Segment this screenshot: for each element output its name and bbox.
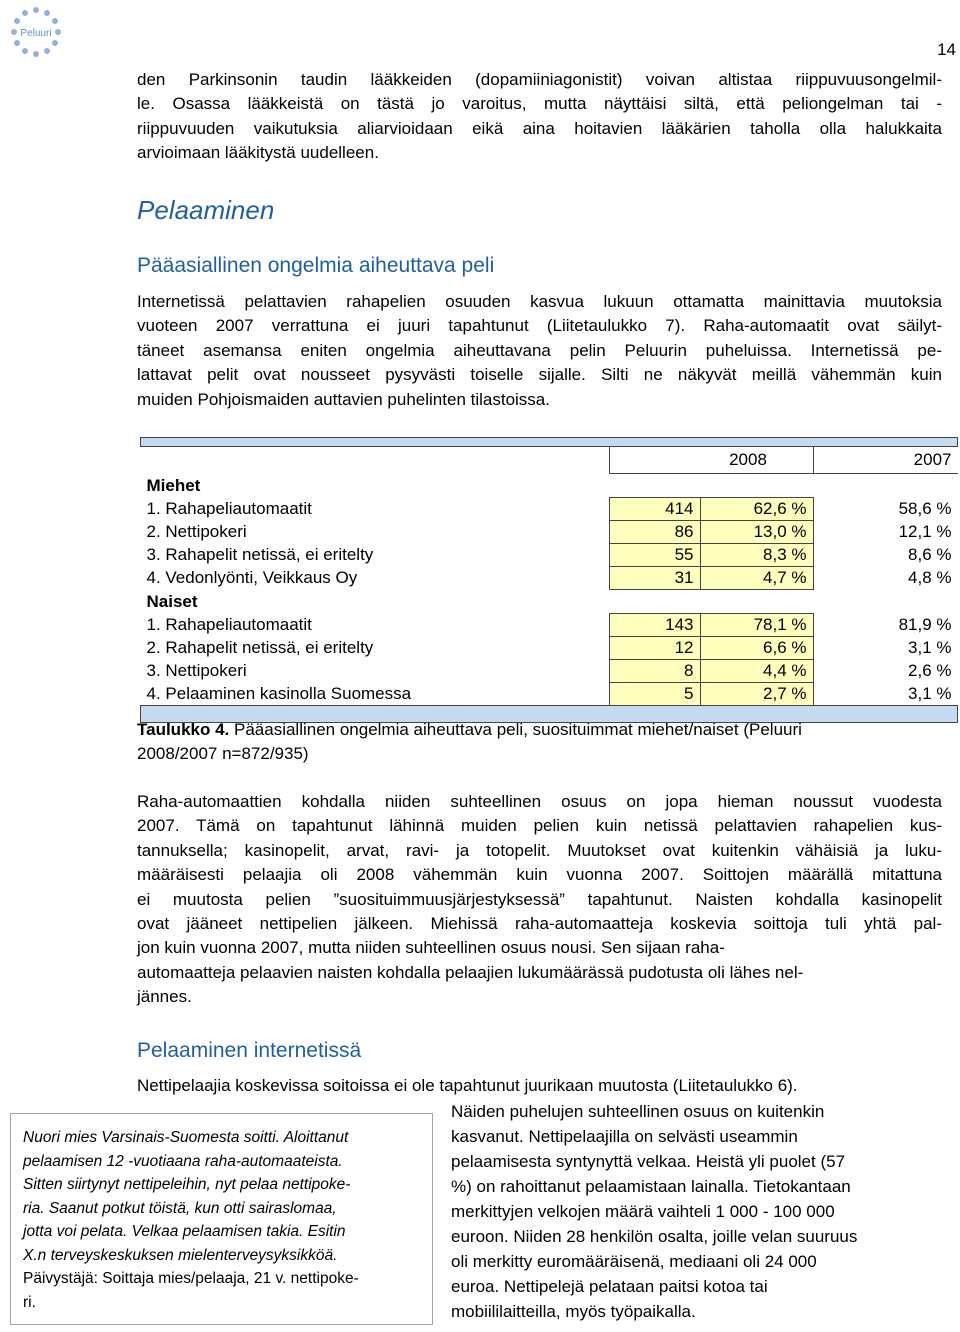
logo-text: Peluuri bbox=[20, 28, 52, 39]
paragraph-line: kasvanut. Nettipelaajilla on selvästi useammin bbox=[451, 1127, 798, 1146]
paragraph-line: Internetissä pelattavien rahapelien osuuden kasvua lukuun ottamatta mainittavia muutoksia bbox=[137, 292, 942, 311]
case-line: Nuori mies Varsinais-Suomesta soitti. Aloittanut bbox=[23, 1129, 349, 1146]
caption-text: Pääasiallinen ongelmia aiheuttava peli, suosituimmat miehet/naiset (Peluuri bbox=[229, 720, 802, 739]
paragraph-line: euroon. Niiden 28 henkilön osalta, joille velan suuruus bbox=[451, 1227, 858, 1246]
paragraph-line: pelaamisesta syntynyttä velkaa. Heistä yli puolet (57 bbox=[451, 1152, 846, 1171]
paragraph-line: tannuksella; kasinopelit, arvat, ravi- ja totopelit. Muutokset ovat kuitenkin vähäisiä ja luku- bbox=[137, 840, 942, 860]
paragraph-line: vuoteen 2007 verrattuna ei juuri tapahtunut (Liitetaulukko 7). Raha-automaatit ovat säilyt- bbox=[137, 316, 942, 336]
table-top-band bbox=[141, 438, 958, 447]
table-row: 3. Rahapelit netissä, ei eritelty 55 8,3 % 8,6 % bbox=[141, 544, 958, 567]
paragraph-line: %) on rahoittanut pelaamistaan lainalla. Tietokantaan bbox=[451, 1177, 851, 1196]
paragraph-line: automaatteja pelaavien naisten kohdalla pelaajien lukumäärässä pudotusta oli lähes nel- bbox=[137, 962, 804, 982]
case-line: pelaamisen 12 -vuotiaana raha-automaateista. bbox=[23, 1152, 343, 1170]
intro-line: riippuvuuden vaikutuksia aliarvioidaan eikä aina hoitavien lääkärien taholla olla halukkaita bbox=[137, 118, 942, 138]
table-row: 4. Pelaaminen kasinolla Suomessa 5 2,7 % 3,1 % bbox=[141, 683, 958, 706]
table-caption bbox=[137, 718, 897, 766]
paragraph-line: jon kuin vuonna 2007, mutta niiden suhteellinen osuus nousi. Sen sijaan raha- bbox=[137, 938, 725, 958]
subheading-main-game: Pääasiallinen ongelmia aiheuttava peli bbox=[137, 254, 495, 277]
page-number: 14 bbox=[937, 40, 956, 59]
paragraph-line: Nettipelaajia koskevissa soitoissa ei ole tapahtunut juurikaan muutosta (Liitetaulukko 6). bbox=[137, 1076, 798, 1095]
subheading-internet-gaming: Pelaaminen internetissä bbox=[137, 1039, 362, 1062]
peluuri-logo bbox=[8, 4, 64, 60]
table-row: 2. Rahapelit netissä, ei eritelty 12 6,6 % 3,1 % bbox=[141, 637, 958, 660]
case-line: jotta voi pelata. Velkaa pelaamisen takia. Esitin bbox=[23, 1223, 346, 1240]
paragraph-line: muiden Pohjoismaiden auttavien puhelinten tilastoissa. bbox=[137, 389, 550, 409]
trend-paragraph bbox=[137, 790, 942, 1010]
paragraph-line: 2007. Tämä on tapahtunut lähinnä muiden pelien kuin netissä pelattavien rahapelien kus- bbox=[137, 816, 942, 836]
paragraph-line: euroa. Nettipelejä pelataan paitsi kotoa tai bbox=[451, 1277, 768, 1296]
table-row: 1. Rahapeliautomaatit 414 62,6 % 58,6 % bbox=[141, 498, 958, 521]
internet-paragraph-column bbox=[451, 1099, 941, 1324]
intro-line: den Parkinsonin taudin lääkkeiden (dopamiiniagonistit) voivan altistaa riippuvuusongelmil- bbox=[137, 70, 942, 89]
main-game-paragraph bbox=[137, 290, 942, 412]
table-row: 2. Nettipokeri 86 13,0 % 12,1 % bbox=[141, 521, 958, 544]
case-example-box bbox=[10, 1113, 433, 1325]
paragraph-line: Näiden puhelujen suhteellinen osuus on kuitenkin bbox=[451, 1102, 825, 1121]
caption-label: Taulukko 4. bbox=[137, 720, 230, 739]
intro-line: arvioimaan lääkitystä uudelleen. bbox=[137, 143, 379, 163]
paragraph-line: lattavat pelit ovat nousseet pysyvästi toiselle sijalle. Silti ne näkyvät meillä vähemmän kuin bbox=[137, 365, 942, 385]
paragraph-line: Raha-automaattien kohdalla niiden suhteellinen osuus on jopa hieman noussut vuodesta bbox=[137, 792, 942, 811]
paragraph-line: määräisesti pelaajia oli 2008 vähemmän kuin vuonna 2007. Soittojen määrällä mitattuna bbox=[137, 865, 942, 885]
table-header-row bbox=[141, 447, 958, 474]
case-line: ria. Saanut potkut töistä, kun otti sairaslomaa, bbox=[23, 1199, 337, 1217]
paragraph-line: oli merkitty euromääräisenä, mediaani oli 24 000 bbox=[451, 1252, 817, 1271]
paragraph-line: merkittyjen velkojen määrä vaihteli 1 000 - 100 000 bbox=[451, 1202, 835, 1221]
table-row: 3. Nettipokeri 8 4,4 % 2,6 % bbox=[141, 660, 958, 683]
case-line: X.n terveyskeskuksen mielenterveysyksikköä. bbox=[23, 1246, 338, 1264]
paragraph-line: mobiililaitteilla, myös työpaikalla. bbox=[451, 1302, 696, 1321]
intro-paragraph bbox=[137, 68, 942, 166]
paragraph-line: ovat jääneet nettipelien jälkeen. Miehissä raha-automaatteja koskevia soittoja tuli yhtä pal- bbox=[137, 914, 942, 934]
group-row-men: Miehet bbox=[146, 475, 201, 495]
case-line: Sitten siirtynyt nettipeleihin, nyt pelaa nettipoke- bbox=[23, 1176, 351, 1193]
group-row-women: Naiset bbox=[146, 591, 198, 611]
table-row: 4. Vedonlyönti, Veikkaus Oy 31 4,7 % 4,8 % bbox=[141, 567, 958, 590]
caption-text: 2008/2007 n=872/935) bbox=[137, 744, 309, 763]
internet-paragraph-first-line bbox=[137, 1074, 942, 1098]
paragraph-line: jännes. bbox=[137, 987, 192, 1007]
paragraph-line: ei muutosta pelien ”suosituimmuusjärjestyksessä” tapahtunut. Naisten kohdalla kasinopelit bbox=[137, 889, 942, 909]
game-statistics-table bbox=[140, 437, 958, 723]
case-line: Päivystäjä: Soittaja mies/pelaaja, 21 v. nettipoke- bbox=[23, 1270, 359, 1287]
year-2007-header: 2007 bbox=[813, 447, 958, 474]
paragraph-line: täneet asemansa eniten ongelmia aiheuttavana pelin Peluurin puheluissa. Internetissä pe- bbox=[137, 340, 942, 360]
section-heading: Pelaaminen bbox=[137, 195, 275, 225]
table-row: 1. Rahapeliautomaatit 143 78,1 % 81,9 % bbox=[141, 614, 958, 637]
year-2008-header: 2008 bbox=[609, 447, 813, 474]
case-line: ri. bbox=[23, 1293, 36, 1311]
intro-line: le. Osassa lääkkeistä on tästä jo varoitus, mutta näyttäisi siltä, että peliongelman tai - bbox=[137, 94, 942, 114]
